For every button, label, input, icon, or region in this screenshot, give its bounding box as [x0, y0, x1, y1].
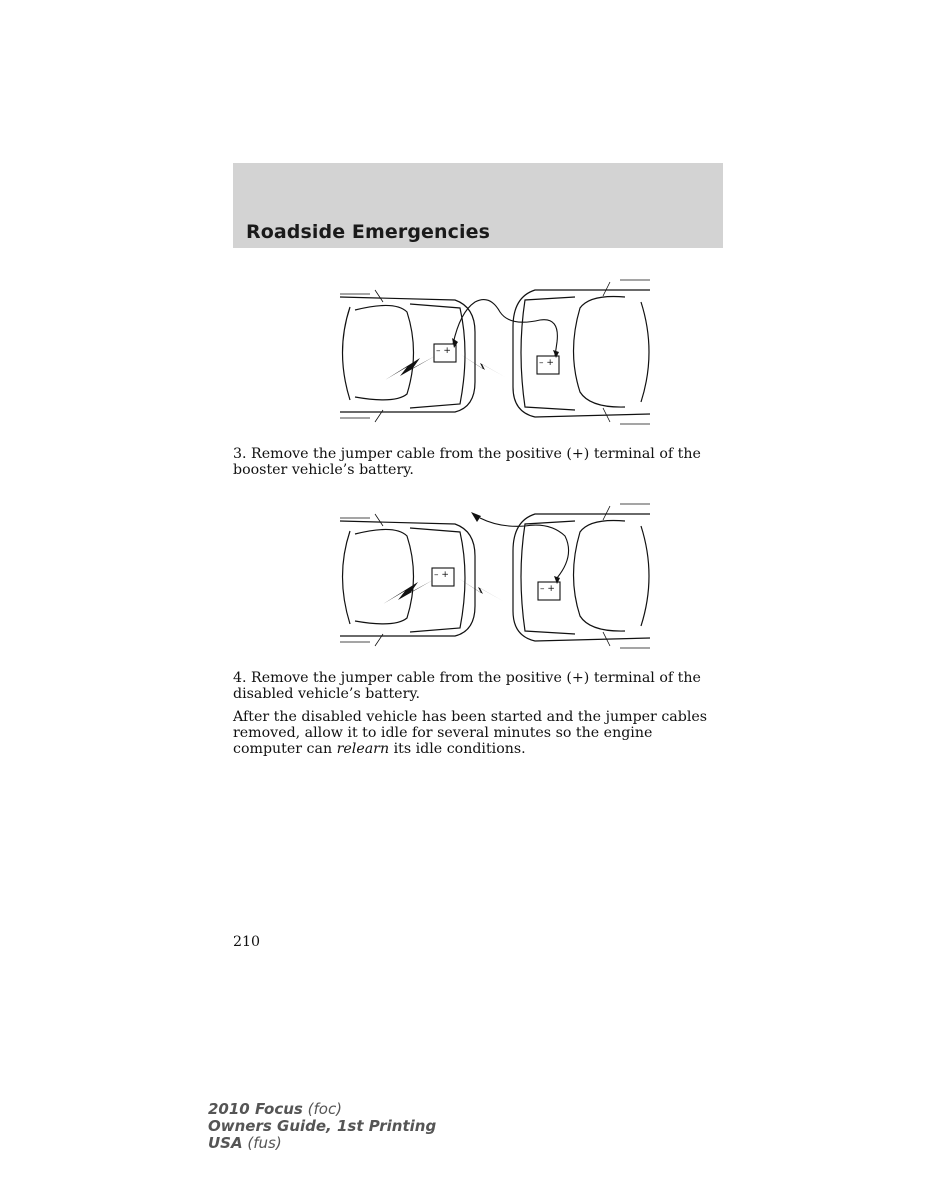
- battery-icon: [537, 356, 559, 374]
- battery-icon: [434, 344, 456, 362]
- section-title: Roadside Emergencies: [246, 221, 491, 243]
- disabled-vehicle: [340, 514, 475, 646]
- step-4-text: 4. Remove the jumper cable from the positive (+) terminal of the disabled vehicle’s battery.: [233, 670, 701, 702]
- footer-model-code: (foc): [302, 1100, 343, 1118]
- jump-start-figure-1: [325, 272, 665, 432]
- battery-terminal-label: – +: [539, 358, 554, 368]
- spark-bolt-icon: [385, 356, 435, 380]
- spark-bolt-icon: [460, 354, 505, 377]
- note-text: After the disabled vehicle has been started and the jumper cables removed, allow it to idle for several minutes so the engine computer can: [233, 709, 708, 757]
- battery-icon: [538, 582, 560, 600]
- battery-terminal-label: – +: [434, 570, 449, 580]
- spark-bolt-icon: [383, 580, 433, 604]
- battery-terminal-label: – +: [540, 584, 555, 594]
- idle-relearn-note: [233, 709, 725, 757]
- footer-model: 2010 Focus: [208, 1100, 303, 1118]
- document-footer: [208, 1101, 436, 1152]
- jump-start-figure-2: [325, 496, 665, 656]
- battery-terminal-label: – +: [436, 346, 451, 356]
- jumper-cable: [453, 300, 557, 356]
- footer-market-code: (fus): [242, 1134, 282, 1152]
- page-number: 210: [233, 934, 261, 950]
- booster-vehicle: [513, 280, 650, 424]
- footer-edition: Owners Guide, 1st Printing: [208, 1117, 437, 1135]
- step-3-text: 3. Remove the jumper cable from the positive (+) terminal of the booster vehicle’s battery.: [233, 446, 701, 478]
- footer-market: USA: [208, 1134, 243, 1152]
- note-emphasis: relearn: [336, 741, 390, 757]
- note-text-end: its idle conditions.: [389, 741, 526, 757]
- battery-icon: [432, 568, 454, 586]
